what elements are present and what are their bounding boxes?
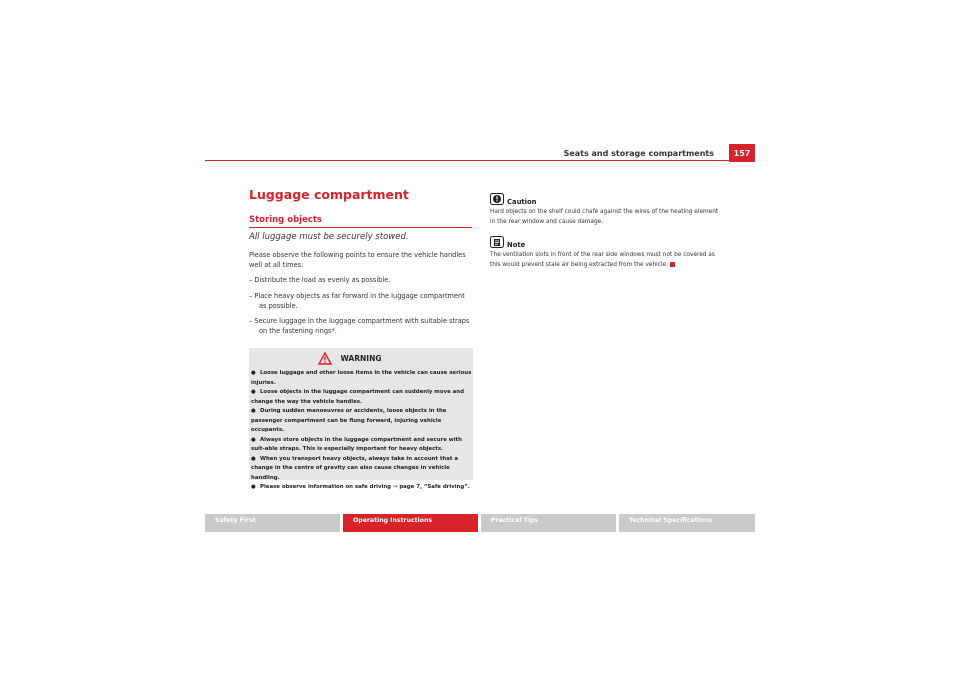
bullet-icon: ● xyxy=(251,389,256,395)
note-label: Note xyxy=(507,241,526,249)
header-rule xyxy=(205,160,755,161)
arrow-icon: ⇒ xyxy=(392,484,398,490)
caution-icon xyxy=(490,193,504,205)
end-mark-icon xyxy=(670,262,675,267)
page-number: 157 xyxy=(729,144,755,162)
warning-item: ● When you transport heavy objects, always take in account that a change in the centre of gravity can also cause changes in vehicle handling. xyxy=(251,455,458,481)
subsection-rule xyxy=(249,227,472,228)
warning-item: ● Loose luggage and other loose items in the vehicle can cause serious injuries. xyxy=(251,370,472,386)
note-icon xyxy=(490,236,504,248)
list-item: – Distribute the load as evenly as possible. xyxy=(249,276,391,284)
subsection-title: Storing objects xyxy=(249,215,322,225)
caution-label: Caution xyxy=(507,198,537,206)
warning-item: ● Loose objects in the luggage compartment can suddenly move and change the way the vehicle handles. xyxy=(251,389,465,405)
tab-operating-instructions[interactable]: Operating Instructions xyxy=(343,514,478,532)
warning-list xyxy=(251,369,472,493)
page-reference-link[interactable]: page 7, “Safe driving”. xyxy=(397,484,470,490)
warning-item: ● Please observe information on safe driving ⇒ page 7, “Safe driving”. xyxy=(251,483,472,493)
warning-label: WARNING xyxy=(340,354,382,363)
bullet-icon: ● xyxy=(251,370,256,376)
list-item: – Place heavy objects as far forward in the luggage compartment as possible. xyxy=(249,292,465,310)
bullet-icon: ● xyxy=(251,484,256,490)
bullet-icon: ● xyxy=(251,408,256,414)
warning-item: ● During sudden manoeuvres or accidents, loose objects in the passenger compartment can be flung forward, injuring vehicle occupants. xyxy=(251,408,447,433)
tab-safety-first[interactable]: Safety First xyxy=(205,514,340,532)
section-title: Luggage compartment xyxy=(249,187,409,202)
caution-text: Hard objects on the shelf could chafe against the wires of the heating element in the rear window and cause damage. xyxy=(490,209,719,225)
lead-sentence: All luggage must be securely stowed. xyxy=(249,232,409,242)
intro-paragraph: Please observe the following points to ensure the vehicle handles well at all times: xyxy=(249,251,466,269)
list-item: – Secure luggage in the luggage compartment with suitable straps on the fastening rings*. xyxy=(249,317,470,335)
bullet-icon: ● xyxy=(251,455,256,462)
warning-item: ● Always store objects in the luggage compartment and secure with suit-able straps. This is especially important for heavy objects. xyxy=(251,436,462,452)
running-header: Seats and storage compartments xyxy=(563,149,714,158)
tab-technical-specifications[interactable]: Technical Specifications xyxy=(619,514,755,532)
bullet-icon: ● xyxy=(251,436,256,443)
tab-practical-tips[interactable]: Practical Tips xyxy=(481,514,616,532)
warning-box xyxy=(249,348,473,490)
note-text: The ventilation slots in front of the rear side windows must not be covered as this would prevent stale air being extracted from the vehicle. xyxy=(490,252,715,268)
